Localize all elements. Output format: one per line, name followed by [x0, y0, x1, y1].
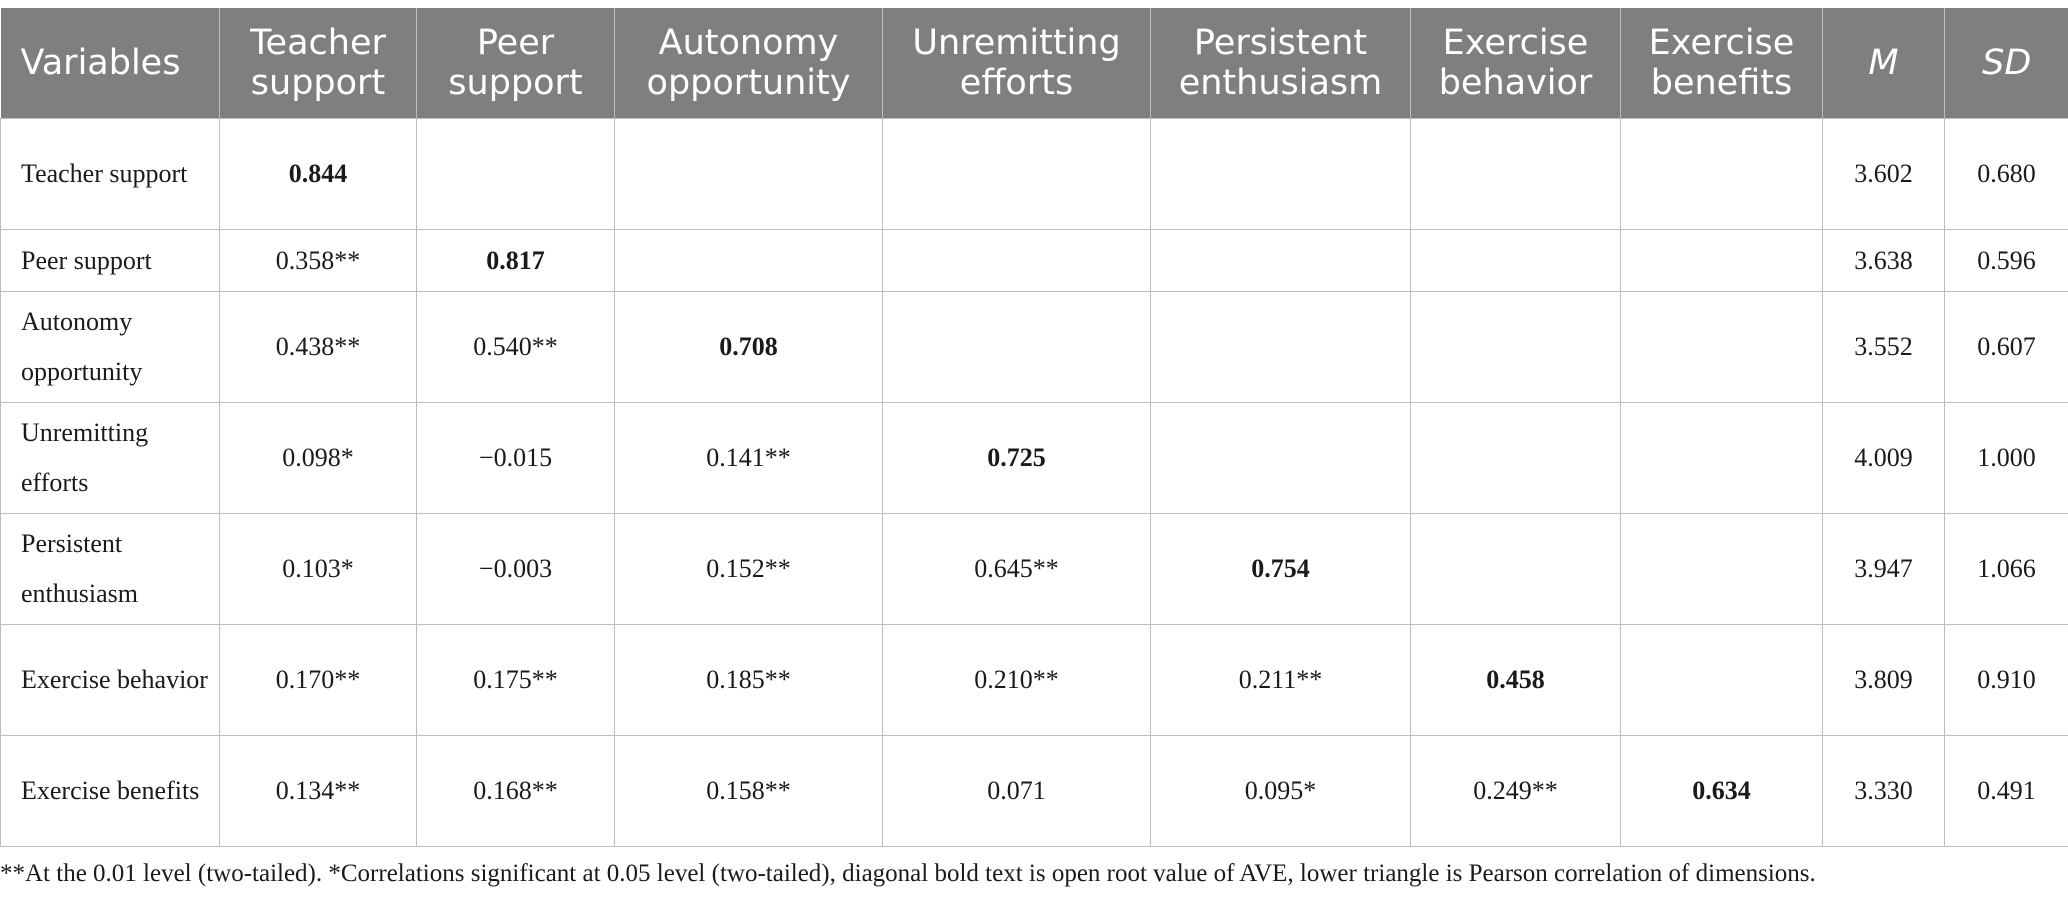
- table-cell: [1151, 119, 1411, 230]
- diagonal-cell: 0.725: [883, 403, 1151, 514]
- row-label: Persistent enthusiasm: [1, 514, 220, 625]
- table-cell: −0.003: [417, 514, 615, 625]
- table-cell: 3.809: [1823, 625, 1945, 736]
- column-header: Exercise benefits: [1621, 8, 1823, 119]
- table-row: [1, 292, 2068, 403]
- row-label: Exercise benefits: [1, 736, 220, 847]
- table-cell: 0.249**: [1411, 736, 1621, 847]
- table-cell: [883, 119, 1151, 230]
- table-cell: 0.168**: [417, 736, 615, 847]
- diagonal-cell: 0.634: [1621, 736, 1823, 847]
- table-cell: [1411, 292, 1621, 403]
- diagonal-cell: 0.754: [1151, 514, 1411, 625]
- table-header: [1, 8, 2068, 119]
- table-cell: [883, 292, 1151, 403]
- column-header: Exercise behavior: [1411, 8, 1621, 119]
- table-cell: [1151, 230, 1411, 292]
- table-cell: 0.910: [1945, 625, 2068, 736]
- diagonal-cell: 0.708: [615, 292, 883, 403]
- table-cell: [1621, 403, 1823, 514]
- table-footnote: **At the 0.01 level (two-tailed). *Correlations significant at 0.05 level (two-tailed), diagonal bold text is open root value of AVE, lower triangle is Pearson correlation of dimensions.: [0, 860, 1816, 887]
- table-cell: 0.103*: [220, 514, 417, 625]
- table-cell: 0.210**: [883, 625, 1151, 736]
- table-cell: [1621, 230, 1823, 292]
- table-cell: [1151, 403, 1411, 514]
- diagonal-cell: 0.844: [220, 119, 417, 230]
- table-cell: [615, 230, 883, 292]
- table-cell: 1.066: [1945, 514, 2068, 625]
- table-cell: 0.141**: [615, 403, 883, 514]
- table-cell: 0.158**: [615, 736, 883, 847]
- table-cell: 0.211**: [1151, 625, 1411, 736]
- table-cell: [1411, 403, 1621, 514]
- table-cell: [417, 119, 615, 230]
- table-cell: [1411, 230, 1621, 292]
- column-header: Peer support: [417, 8, 615, 119]
- table-cell: 0.491: [1945, 736, 2068, 847]
- table-cell: 3.638: [1823, 230, 1945, 292]
- table-cell: 3.330: [1823, 736, 1945, 847]
- table-cell: 0.540**: [417, 292, 615, 403]
- table-cell: 0.185**: [615, 625, 883, 736]
- table-cell: 0.175**: [417, 625, 615, 736]
- table-cell: 0.607: [1945, 292, 2068, 403]
- table-row: [1, 625, 2068, 736]
- row-label: Teacher support: [1, 119, 220, 230]
- table-cell: 3.602: [1823, 119, 1945, 230]
- header-row: [1, 8, 2068, 119]
- table-cell: 0.098*: [220, 403, 417, 514]
- row-label: Autonomy opportunity: [1, 292, 220, 403]
- diagonal-cell: 0.817: [417, 230, 615, 292]
- correlation-table: [0, 8, 2068, 847]
- table-cell: 3.552: [1823, 292, 1945, 403]
- column-header: Variables: [1, 8, 220, 119]
- table-cell: 0.170**: [220, 625, 417, 736]
- table-cell: [1621, 292, 1823, 403]
- row-label: Peer support: [1, 230, 220, 292]
- table-cell: [1621, 119, 1823, 230]
- table-cell: [1151, 292, 1411, 403]
- row-label: Exercise behavior: [1, 625, 220, 736]
- table-cell: 3.947: [1823, 514, 1945, 625]
- column-header: Autonomy opportunity: [615, 8, 883, 119]
- table-cell: 0.152**: [615, 514, 883, 625]
- table-cell: 0.645**: [883, 514, 1151, 625]
- table-body: [1, 119, 2068, 847]
- table-cell: [1411, 514, 1621, 625]
- table-row: [1, 514, 2068, 625]
- row-label: Unremitting efforts: [1, 403, 220, 514]
- correlation-table-container: [0, 8, 2068, 847]
- table-cell: 0.596: [1945, 230, 2068, 292]
- table-cell: −0.015: [417, 403, 615, 514]
- column-header: Unremitting efforts: [883, 8, 1151, 119]
- diagonal-cell: 0.458: [1411, 625, 1621, 736]
- table-cell: [615, 119, 883, 230]
- column-header: Persistent enthusiasm: [1151, 8, 1411, 119]
- table-cell: 0.071: [883, 736, 1151, 847]
- table-row: [1, 230, 2068, 292]
- table-row: [1, 403, 2068, 514]
- table-cell: [1621, 514, 1823, 625]
- table-cell: 0.438**: [220, 292, 417, 403]
- table-cell: [1621, 625, 1823, 736]
- table-cell: 4.009: [1823, 403, 1945, 514]
- table-cell: 0.680: [1945, 119, 2068, 230]
- column-header: Teacher support: [220, 8, 417, 119]
- table-cell: [1411, 119, 1621, 230]
- column-header: M: [1823, 8, 1945, 119]
- table-cell: 1.000: [1945, 403, 2068, 514]
- table-cell: 0.134**: [220, 736, 417, 847]
- column-header: SD: [1945, 8, 2068, 119]
- table-cell: 0.095*: [1151, 736, 1411, 847]
- table-row: [1, 119, 2068, 230]
- table-row: [1, 736, 2068, 847]
- table-cell: 0.358**: [220, 230, 417, 292]
- table-cell: [883, 230, 1151, 292]
